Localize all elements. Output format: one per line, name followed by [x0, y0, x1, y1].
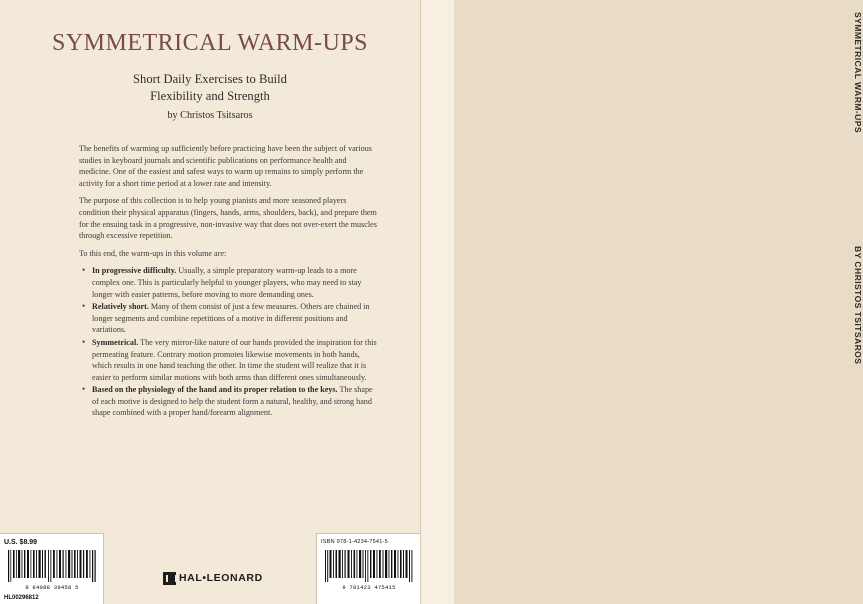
isbn-panel — [316, 533, 420, 604]
publisher-name: HAL•LEONARD — [179, 572, 263, 584]
hal-leonard-icon — [163, 572, 176, 585]
upc-number: 8 84088 39458 5 — [25, 584, 79, 591]
feature-lead: Symmetrical. — [92, 337, 139, 347]
feature-text: Many of them consist of just a few measures. Others are chained in longer segments and combine repetitions of a motive in different positions and variations. — [92, 302, 370, 335]
cover-main-area — [0, 0, 420, 604]
spine-title: SYMMETRICAL WARM-UPS — [853, 12, 863, 133]
author-byline: by Christos Tsitsaros — [167, 110, 253, 121]
upc-panel — [0, 533, 104, 604]
feature-list — [92, 265, 379, 419]
paragraph-benefits: The benefits of warming up sufficiently before practicing have been the subject of various studies in keyboard journals and scientific publications on performance health and medicine. One of the easiest and safest ways to warm up remains to simply perform the activity for a short time period at a lower rate and intensity. — [79, 144, 372, 188]
product-code: HL00296812 — [4, 595, 39, 601]
isbn-barcode — [325, 550, 413, 582]
cover-title: SYMMETRICAL WARM-UPS — [51, 30, 369, 56]
price-label: U.S. $8.99 — [4, 539, 38, 546]
feature-lead: Based on the physiology of the hand and its proper relation to the keys. — [92, 385, 338, 395]
description-text — [79, 143, 379, 420]
subtitle-line-1: Short Daily Exercises to Build — [133, 72, 287, 86]
book-spine — [420, 0, 863, 604]
subtitle-line-2: Flexibility and Strength — [150, 89, 270, 103]
feature-item — [92, 265, 379, 300]
isbn-label: ISBN 978-1-4234-7541-5 — [321, 539, 388, 545]
cover-subtitle — [0, 71, 420, 105]
feature-item — [92, 337, 379, 383]
isbn-number: 9 781423 475415 — [342, 584, 396, 591]
feature-item — [92, 384, 379, 419]
feature-text: The shape of each motive is designed to help the student form a natural, healthy, and strong hand shape combined with a proper hand/forearm alignment. — [92, 385, 373, 418]
publisher-logo — [163, 571, 263, 585]
feature-lead: In progressive difficulty. — [92, 266, 177, 276]
feature-lead: Relatively short. — [92, 302, 149, 312]
paragraph-intro: To this end, the warm-ups in this volume are: — [79, 248, 227, 258]
upc-barcode — [8, 550, 96, 582]
feature-text: The very mirror-like nature of our hands provided the inspiration for this permeating feature. Contrary motion promotes likewise movements in both hands, which results in one hand teaching the other. In time the student will realize that it is easier to perform similar motions with both arms than different ones simultaneously. — [92, 337, 377, 382]
paragraph-purpose: The purpose of this collection is to help young pianists and more seasoned players condition their physical apparatus (fingers, hands, arms, shoulders, back), and prepare them for the ensuing task in a progressive, non-invasive way that does not over-exert the muscles through excessive repetition. — [79, 196, 377, 241]
feature-item — [92, 301, 379, 336]
feature-text: Usually, a simple preparatory warm-up leads to a more complex one. This is particularly helpful to younger players, who may need to stay longer with easier patterns, before moving to more demanding ones. — [92, 266, 362, 299]
spine-author: BY CHRISTOS TSITSAROS — [853, 246, 863, 365]
